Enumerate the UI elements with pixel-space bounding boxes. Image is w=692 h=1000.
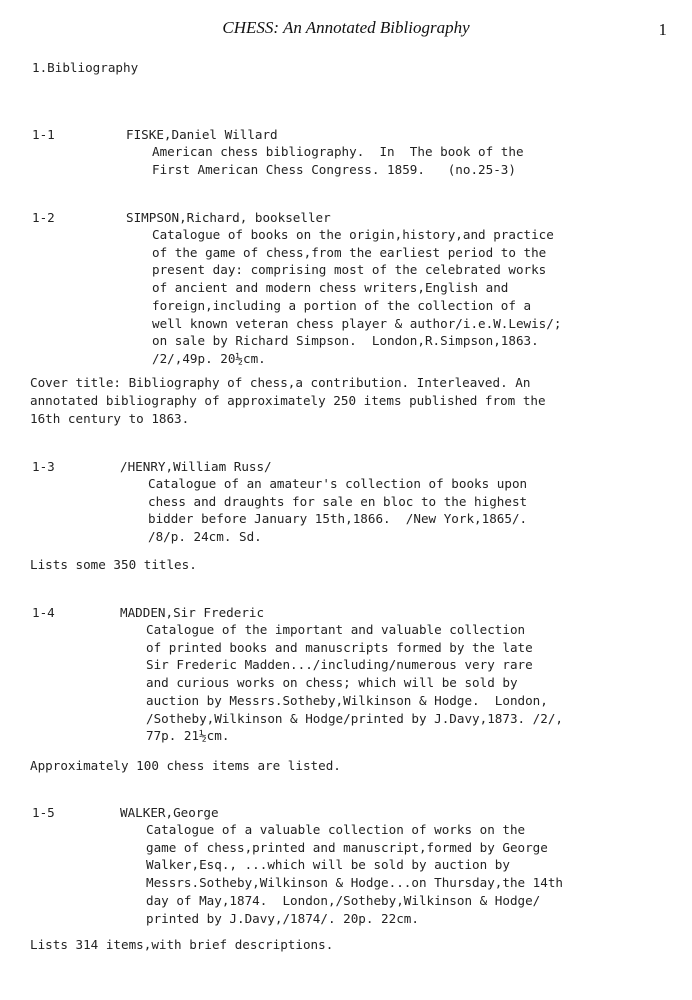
entry-description: [148, 475, 527, 546]
entry-description: [146, 621, 563, 745]
description-line: well known veteran chess player & author/i.e.W.Lewis/;: [152, 315, 562, 331]
description-line: Sir Frederic Madden.../including/numerous very rare: [146, 657, 533, 673]
description-line: American chess bibliography. In The book of the: [152, 144, 524, 159]
description-line: present day: comprising most of the celebrated works: [152, 262, 547, 278]
description-line: Messrs.Sotheby,Wilkinson & Hodge...on Thursday,the 14th: [146, 875, 564, 891]
description-line: /8/p. 24cm. Sd.: [148, 529, 262, 545]
note-line: annotated bibliography of approximately 250 items published from the: [30, 393, 546, 408]
description-line: Catalogue of a valuable collection of works on the: [146, 822, 526, 837]
entry-number: 1-4: [32, 605, 55, 620]
note-line: Lists 314 items,with brief descriptions.: [30, 937, 334, 952]
description-line: First American Chess Congress. 1859. (no.25-3): [152, 161, 516, 177]
description-line: day of May,1874. London,/Sotheby,Wilkinson & Hodge/: [146, 892, 541, 908]
entry-description: [152, 143, 524, 178]
note-line: Cover title: Bibliography of chess,a contribution. Interleaved. An: [30, 375, 531, 390]
entry-number: 1-1: [32, 127, 55, 142]
running-header: CHESS: An Annotated Bibliography: [222, 18, 470, 37]
entry-note: [30, 936, 333, 954]
entry-note: [30, 374, 546, 428]
description-line: Walker,Esq., ...which will be sold by auction by: [146, 857, 510, 873]
entry-author: WALKER,George: [120, 805, 219, 820]
note-line: Approximately 100 chess items are listed.: [30, 758, 341, 773]
description-line: chess and draughts for sale en bloc to the highest: [148, 493, 528, 509]
section-heading: 1.Bibliography: [32, 60, 139, 75]
entry-number: 1-3: [32, 459, 55, 474]
description-line: game of chess,printed and manuscript,formed by George: [146, 839, 548, 855]
page-number: 1: [658, 20, 667, 39]
entry-description: [146, 821, 563, 927]
description-line: Catalogue of the important and valuable collection: [146, 622, 526, 637]
note-line: 16th century to 1863.: [30, 411, 190, 426]
entry-number: 1-5: [32, 805, 55, 820]
description-line: 77p. 21½cm.: [146, 728, 230, 744]
description-line: /2/,49p. 20½cm.: [152, 350, 266, 366]
entry-author: /HENRY,William Russ/: [120, 459, 272, 474]
entry-note: [30, 556, 197, 574]
description-line: of printed books and manuscripts formed by the late: [146, 639, 533, 655]
description-line: printed by J.Davy,/1874/. 20p. 22cm.: [146, 910, 419, 926]
entry-author: SIMPSON,Richard, bookseller: [126, 210, 331, 225]
description-line: auction by Messrs.Sotheby,Wilkinson & Hodge. London,: [146, 692, 548, 708]
description-line: /Sotheby,Wilkinson & Hodge/printed by J.Davy,1873. /2/,: [146, 710, 564, 726]
description-line: of the game of chess,from the earliest period to the: [152, 244, 547, 260]
description-line: Catalogue of an amateur's collection of books upon: [148, 476, 528, 491]
entry-number: 1-2: [32, 210, 55, 225]
description-line: and curious works on chess; which will be sold by: [146, 675, 518, 691]
description-line: of ancient and modern chess writers,English and: [152, 280, 509, 296]
description-line: on sale by Richard Simpson. London,R.Simpson,1863.: [152, 333, 539, 349]
description-line: foreign,including a portion of the collection of a: [152, 297, 532, 313]
entry-note: [30, 757, 341, 775]
entry-description: [152, 226, 561, 368]
description-line: Catalogue of books on the origin,history,and practice: [152, 227, 554, 242]
entry-author: MADDEN,Sir Frederic: [120, 605, 265, 620]
entry-author: FISKE,Daniel Willard: [126, 127, 278, 142]
note-line: Lists some 350 titles.: [30, 557, 197, 572]
description-line: bidder before January 15th,1866. /New York,1865/.: [148, 511, 528, 527]
